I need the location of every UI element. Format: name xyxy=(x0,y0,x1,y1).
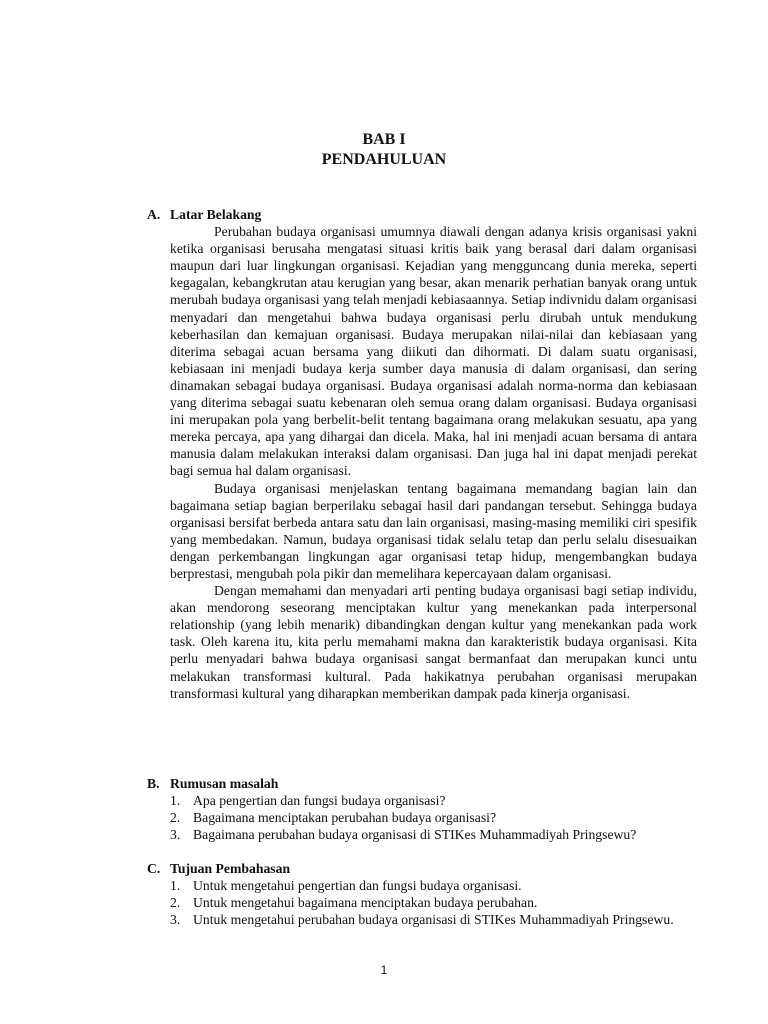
section-rumusan-masalah xyxy=(147,775,697,843)
list-number: 2. xyxy=(170,895,181,911)
list-text: Untuk mengetahui perubahan budaya organisasi di STIKes Muhammadiyah Pringsewu. xyxy=(193,912,674,928)
paragraph: Budaya organisasi menjelaskan tentang bagaimana memandang bagian lain dan bagaimana setiap bagian berperilaku sebagai hasil dari pandangan tersebut. Sehingga budaya organisasi bersifat berbeda antara satu dan lain organisasi, masing-masing memiliki ciri spesifik yang membedakan. Namun, budaya organisasi tidak selalu tetap dan perlu selalu disesuaikan dengan perkembangan lingkungan agar organisasi tetap hidup, mengembangkan budaya berprestasi, mengubah pola pikir dan memelihara kepercayaan dalam organisasi. xyxy=(170,480,697,581)
chapter-heading xyxy=(0,130,768,170)
section-a-heading xyxy=(147,206,697,223)
list-text: Bagaimana menciptakan perubahan budaya organisasi? xyxy=(193,810,497,826)
section-b-letter: B. xyxy=(147,776,160,791)
list-item xyxy=(170,911,697,928)
section-a-body xyxy=(170,223,697,702)
paragraph: Dengan memahami dan menyadari arti penting budaya organisasi bagi setiap individu, akan mendorong seseorang menciptakan kultur yang menekankan pada interpersonal relationship (yang lebih menarik) dibandingkan dengan kultur yang menekankan pada work task. Oleh karena itu, kita perlu memahami makna dan karakteristik budaya organisasi. Kita perlu menyadari bahwa budaya organisasi sangat bermanfaat dan merupakan kunci untu melakukan transformasi kultural. Pada hakikatnya perubahan organisasi merupakan transformasi kultural yang diharapkan memberikan dampak pada kinerja organisasi. xyxy=(170,583,697,701)
section-b-title: Rumusan masalah xyxy=(170,776,279,791)
chapter-title: PENDAHULUAN xyxy=(321,151,447,168)
list-item xyxy=(170,792,697,809)
list-text: Apa pengertian dan fungsi budaya organisasi? xyxy=(193,793,446,809)
section-c-letter: C. xyxy=(147,861,161,876)
list-number: 3. xyxy=(170,827,181,843)
list-item xyxy=(170,877,697,894)
section-latar-belakang xyxy=(147,206,697,702)
list-number: 2. xyxy=(170,810,181,826)
section-b-heading xyxy=(147,775,697,792)
section-c-title: Tujuan Pembahasan xyxy=(170,861,291,876)
section-a-letter: A. xyxy=(147,207,161,222)
section-c-heading xyxy=(147,860,697,877)
list-number: 1. xyxy=(170,793,181,809)
chapter-number: BAB I xyxy=(362,131,406,148)
page-number: 1 xyxy=(380,963,388,977)
list-item xyxy=(170,894,697,911)
list-text: Untuk mengetahui bagaimana menciptakan budaya perubahan. xyxy=(193,895,538,911)
list-text: Untuk mengetahui pengertian dan fungsi budaya organisasi. xyxy=(193,878,522,894)
list-item xyxy=(170,826,697,843)
objective-list xyxy=(170,877,697,928)
section-a-title: Latar Belakang xyxy=(170,207,262,222)
list-text: Bagaimana perubahan budaya organisasi di STIKes Muhammadiyah Pringsewu? xyxy=(193,827,637,843)
list-number: 1. xyxy=(170,878,181,894)
list-number: 3. xyxy=(170,912,181,928)
problem-list xyxy=(170,792,697,843)
section-tujuan-pembahasan xyxy=(147,860,697,928)
paragraph: Perubahan budaya organisasi umumnya diawali dengan adanya krisis organisasi yakni ketika organisasi berusaha mengatasi situasi kritis baik yang berasal dari dalam organisasi maupun dari luar lingkungan organisasi. Kejadian yang mengguncang dunia mereka, seperti kegagalan, kebangkrutan atau kerugian yang besar, akan menarik perhatian banyak orang untuk merubah budaya organisasi yang telah menjadi kebiasaannya. Setiap indivnidu dalam organisasi menyadari dan mengetahui bahwa budaya organisasi perlu dirubah untuk mendukung keberhasilan dan kemajuan organisasi. Budaya merupakan nilai-nilai dan kebiasaan yang diterima sebagai acuan bersama yang diikuti dan dihormati. Di dalam suatu organisasi, kebiasaan ini menjadi budaya kerja sumber daya manusia di dalam organisasi, dan sering dinamakan sebagai budaya organisasi. Budaya organisasi adalah norma-norma dan kebiasaan yang diterima sebagai suatu kebenaran oleh semua orang dalam organisasi. Budaya organisasi ini merupakan pola yang berbelit-belit tentang bagaimana orang melakukan sesuatu, apa yang mereka percaya, apa yang dihargai dan dicela. Maka, hal ini menjadi acuan bersama di antara manusia dalam melakukan interaksi dalam organisasi. Dan juga hal ini dapat menjadi perekat bagi semua hal dalam organisasi. xyxy=(170,224,697,479)
list-item xyxy=(170,809,697,826)
